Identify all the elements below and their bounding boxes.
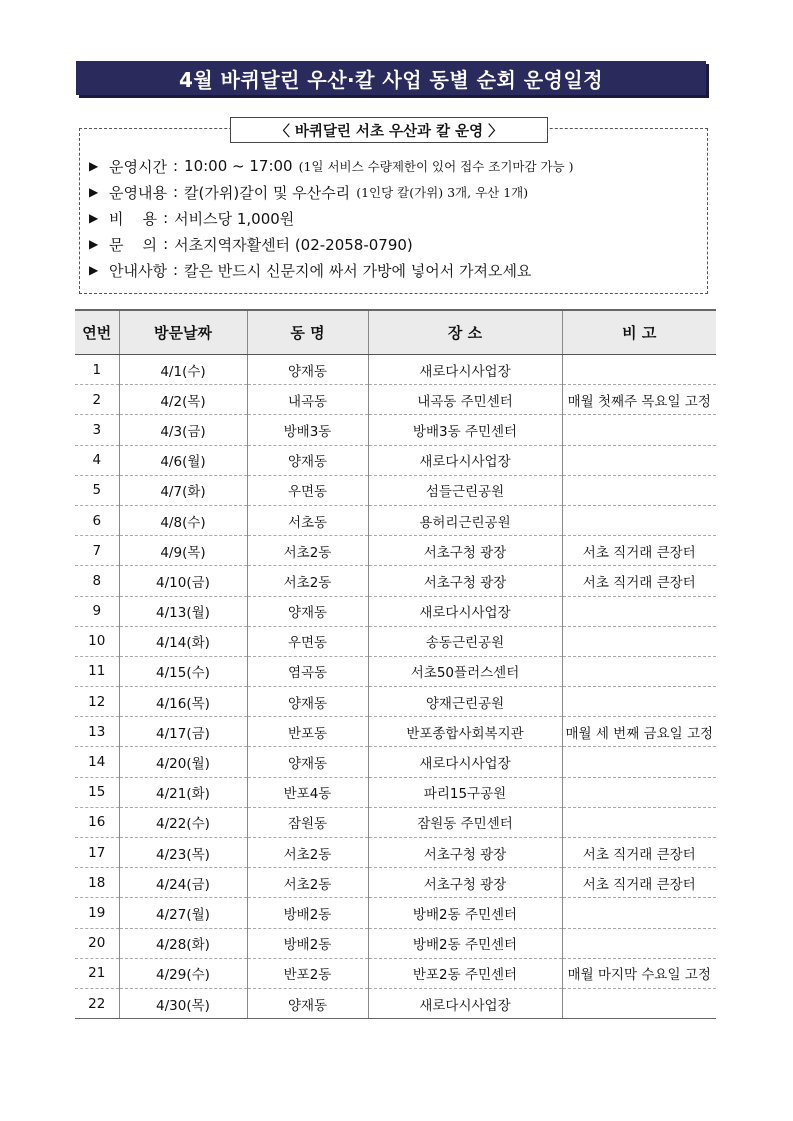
header-note: 비 고 — [562, 310, 716, 355]
dong-name: 서초2동 — [247, 566, 368, 596]
table-row — [75, 355, 716, 385]
remark — [562, 415, 716, 445]
dong-name: 반포4동 — [247, 777, 368, 807]
dong-name: 우면동 — [247, 475, 368, 505]
remark: 서초 직거래 큰장터 — [562, 566, 716, 596]
visit-date: 4/2(목) — [119, 385, 247, 415]
header-no: 연번 — [75, 310, 119, 355]
dong-name: 잠원동 — [247, 807, 368, 837]
table-row — [75, 928, 716, 958]
place: 서초구청 광장 — [368, 868, 562, 898]
dong-name: 방배2동 — [247, 928, 368, 958]
table-row — [75, 385, 716, 415]
visit-date: 4/7(화) — [119, 475, 247, 505]
place: 내곡동 주민센터 — [368, 385, 562, 415]
table-row — [75, 747, 716, 777]
visit-date: 4/29(수) — [119, 958, 247, 988]
visit-date: 4/16(목) — [119, 687, 247, 717]
visit-date: 4/13(월) — [119, 596, 247, 626]
place: 새로다시사업장 — [368, 988, 562, 1018]
bullet-arrow-icon: ▶ — [89, 159, 99, 173]
remark — [562, 355, 716, 385]
dong-name: 서초동 — [247, 505, 368, 535]
info-label: 운영시간 — [109, 157, 167, 176]
row-number: 3 — [75, 415, 119, 445]
info-value: 서초지역자활센터 (02-2058-0790) — [174, 235, 413, 254]
table-row — [75, 988, 716, 1018]
header-dong: 동 명 — [247, 310, 368, 355]
header-date: 방문날짜 — [119, 310, 247, 355]
remark: 서초 직거래 큰장터 — [562, 838, 716, 868]
row-number: 18 — [75, 868, 119, 898]
info-note: (1일 서비스 수량제한이 있어 접수 조기마감 가능 ) — [298, 159, 574, 174]
place: 반포2동 주민센터 — [368, 958, 562, 988]
table-row — [75, 566, 716, 596]
table-row — [75, 596, 716, 626]
page-title: 4월 바퀴달린 우산·칼 사업 동별 순회 운영일정 — [76, 61, 706, 95]
visit-date: 4/28(화) — [119, 928, 247, 958]
remark: 서초 직거래 큰장터 — [562, 868, 716, 898]
row-number: 13 — [75, 717, 119, 747]
remark — [562, 475, 716, 505]
dong-name: 양재동 — [247, 596, 368, 626]
info-line — [89, 179, 704, 205]
place: 송동근린공원 — [368, 626, 562, 656]
dong-name: 방배2동 — [247, 898, 368, 928]
info-note: (1인당 칼(가위) 3개, 우산 1개) — [356, 185, 529, 200]
info-heading: 〈 바퀴달린 서초 우산과 칼 운영 〉 — [230, 117, 548, 143]
dong-name: 서초2동 — [247, 536, 368, 566]
info-line — [89, 257, 704, 283]
table-row — [75, 536, 716, 566]
table-row — [75, 838, 716, 868]
visit-date: 4/23(목) — [119, 838, 247, 868]
row-number: 14 — [75, 747, 119, 777]
info-label: 안내사항 — [109, 261, 167, 280]
place: 잠원동 주민센터 — [368, 807, 562, 837]
row-number: 15 — [75, 777, 119, 807]
info-label: 비 용 — [109, 209, 158, 228]
table-row — [75, 868, 716, 898]
row-number: 8 — [75, 566, 119, 596]
place: 새로다시사업장 — [368, 596, 562, 626]
visit-date: 4/22(수) — [119, 807, 247, 837]
row-number: 19 — [75, 898, 119, 928]
remark — [562, 656, 716, 686]
remark: 매월 첫째주 목요일 고정 — [562, 385, 716, 415]
table-header-row — [75, 310, 716, 355]
info-line — [89, 153, 704, 179]
table-row — [75, 807, 716, 837]
table-row — [75, 505, 716, 535]
remark — [562, 928, 716, 958]
remark — [562, 777, 716, 807]
row-number: 9 — [75, 596, 119, 626]
remark — [562, 747, 716, 777]
bullet-arrow-icon: ▶ — [89, 263, 99, 277]
row-number: 21 — [75, 958, 119, 988]
table-row — [75, 717, 716, 747]
info-colon: : — [172, 157, 179, 175]
remark: 매월 마지막 수요일 고정 — [562, 958, 716, 988]
info-value: 10:00 ~ 17:00 — [184, 157, 293, 175]
place: 새로다시사업장 — [368, 445, 562, 475]
row-number: 10 — [75, 626, 119, 656]
table-row — [75, 898, 716, 928]
info-line — [89, 205, 704, 231]
remark: 서초 직거래 큰장터 — [562, 536, 716, 566]
remark — [562, 445, 716, 475]
info-colon: : — [163, 209, 169, 227]
place: 파리15구공원 — [368, 777, 562, 807]
table-row — [75, 687, 716, 717]
info-label: 문 의 — [109, 235, 158, 254]
place: 방배3동 주민센터 — [368, 415, 562, 445]
schedule-body — [75, 355, 716, 1019]
row-number: 1 — [75, 355, 119, 385]
dong-name: 우면동 — [247, 626, 368, 656]
visit-date: 4/30(목) — [119, 988, 247, 1018]
visit-date: 4/15(수) — [119, 656, 247, 686]
row-number: 16 — [75, 807, 119, 837]
dong-name: 양재동 — [247, 445, 368, 475]
info-value: 칼은 반드시 신문지에 싸서 가방에 넣어서 가져오세요 — [184, 261, 532, 280]
dong-name: 양재동 — [247, 747, 368, 777]
dong-name: 내곡동 — [247, 385, 368, 415]
bullet-arrow-icon: ▶ — [89, 237, 99, 251]
table-row — [75, 626, 716, 656]
remark — [562, 807, 716, 837]
remark — [562, 626, 716, 656]
visit-date: 4/1(수) — [119, 355, 247, 385]
remark — [562, 898, 716, 928]
header-place: 장 소 — [368, 310, 562, 355]
visit-date: 4/14(화) — [119, 626, 247, 656]
place: 섬들근린공원 — [368, 475, 562, 505]
place: 서초구청 광장 — [368, 536, 562, 566]
row-number: 11 — [75, 656, 119, 686]
info-line — [89, 231, 704, 257]
visit-date: 4/27(월) — [119, 898, 247, 928]
info-value: 서비스당 1,000원 — [174, 209, 295, 228]
place: 서초구청 광장 — [368, 838, 562, 868]
row-number: 5 — [75, 475, 119, 505]
table-row — [75, 777, 716, 807]
table-row — [75, 656, 716, 686]
visit-date: 4/9(목) — [119, 536, 247, 566]
row-number: 17 — [75, 838, 119, 868]
dong-name: 양재동 — [247, 355, 368, 385]
visit-date: 4/21(화) — [119, 777, 247, 807]
info-lines — [89, 153, 704, 283]
visit-date: 4/8(수) — [119, 505, 247, 535]
dong-name: 반포동 — [247, 717, 368, 747]
row-number: 12 — [75, 687, 119, 717]
place: 방배2동 주민센터 — [368, 898, 562, 928]
info-colon: : — [172, 261, 179, 279]
remark — [562, 687, 716, 717]
place: 서초구청 광장 — [368, 566, 562, 596]
place: 양재근린공원 — [368, 687, 562, 717]
info-label: 운영내용 — [109, 183, 167, 202]
place: 용허리근린공원 — [368, 505, 562, 535]
row-number: 7 — [75, 536, 119, 566]
place: 새로다시사업장 — [368, 747, 562, 777]
info-value: 칼(가위)갈이 및 우산수리 — [184, 183, 351, 202]
remark — [562, 505, 716, 535]
dong-name: 서초2동 — [247, 868, 368, 898]
dong-name: 반포2동 — [247, 958, 368, 988]
row-number: 6 — [75, 505, 119, 535]
remark: 매월 세 번째 금요일 고정 — [562, 717, 716, 747]
dong-name: 서초2동 — [247, 838, 368, 868]
visit-date: 4/24(금) — [119, 868, 247, 898]
table-row — [75, 475, 716, 505]
place: 새로다시사업장 — [368, 355, 562, 385]
remark — [562, 988, 716, 1018]
table-row — [75, 445, 716, 475]
table-row — [75, 958, 716, 988]
row-number: 2 — [75, 385, 119, 415]
schedule-table — [75, 309, 716, 1019]
visit-date: 4/20(월) — [119, 747, 247, 777]
place: 서초50플러스센터 — [368, 656, 562, 686]
place: 반포종합사회복지관 — [368, 717, 562, 747]
info-colon: : — [172, 183, 179, 201]
bullet-arrow-icon: ▶ — [89, 185, 99, 199]
dong-name: 방배3동 — [247, 415, 368, 445]
bullet-arrow-icon: ▶ — [89, 211, 99, 225]
row-number: 4 — [75, 445, 119, 475]
visit-date: 4/17(금) — [119, 717, 247, 747]
dong-name: 염곡동 — [247, 656, 368, 686]
table-row — [75, 415, 716, 445]
visit-date: 4/10(금) — [119, 566, 247, 596]
row-number: 22 — [75, 988, 119, 1018]
visit-date: 4/3(금) — [119, 415, 247, 445]
row-number: 20 — [75, 928, 119, 958]
place: 방배2동 주민센터 — [368, 928, 562, 958]
remark — [562, 596, 716, 626]
dong-name: 양재동 — [247, 687, 368, 717]
visit-date: 4/6(월) — [119, 445, 247, 475]
dong-name: 양재동 — [247, 988, 368, 1018]
info-colon: : — [163, 235, 169, 253]
